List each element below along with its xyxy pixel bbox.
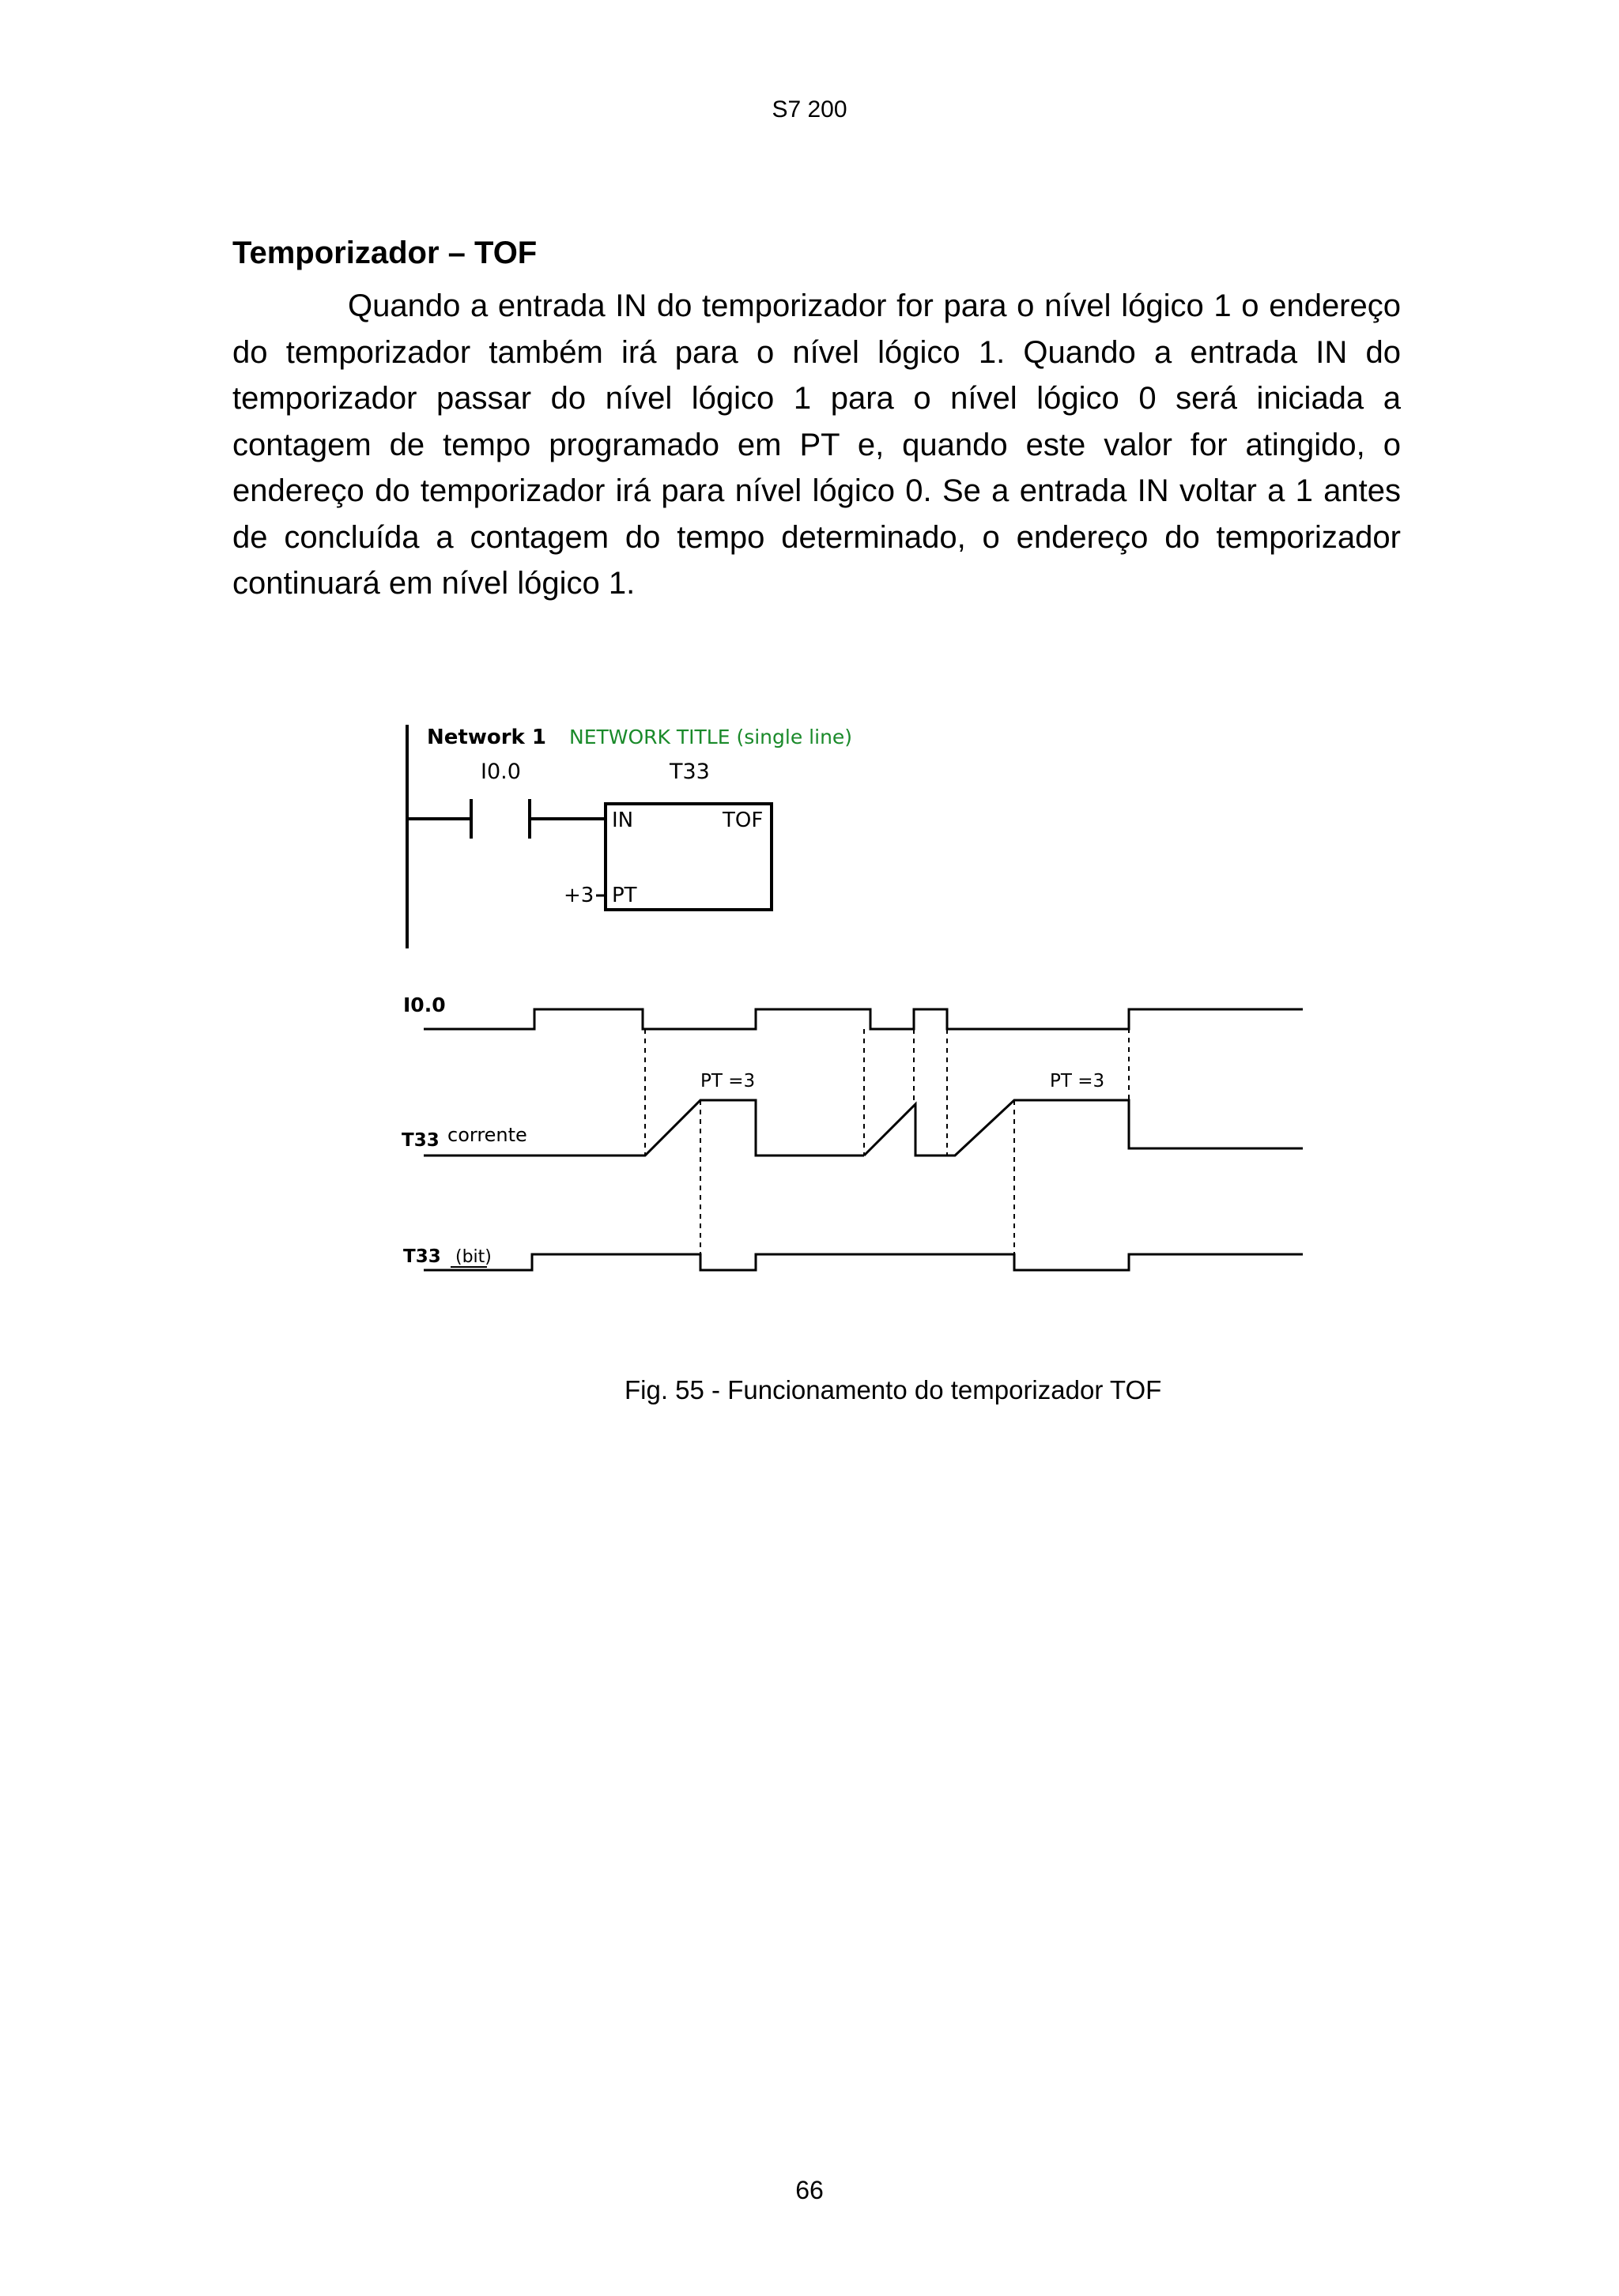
guide-lines bbox=[645, 1009, 1129, 1270]
bit-waveform bbox=[424, 1254, 1303, 1270]
pt-annotation-2: PT =3 bbox=[1050, 1071, 1105, 1091]
tof-figure bbox=[394, 715, 1327, 1379]
page-header: S7 200 bbox=[772, 96, 847, 123]
signal-bit-suffix: (bit) bbox=[455, 1247, 492, 1267]
input-waveform bbox=[424, 1009, 1303, 1029]
signal-bit-name: T33 bbox=[403, 1246, 441, 1267]
network-title: NETWORK TITLE (single line) bbox=[569, 726, 853, 748]
timer-pt-pin: PT bbox=[612, 884, 637, 907]
figure-caption: Fig. 55 - Funcionamento do temporizador TOF bbox=[625, 1375, 1162, 1404]
contact-label: I0.0 bbox=[481, 760, 521, 784]
network-label: Network 1 bbox=[427, 726, 546, 749]
timer-label: T33 bbox=[670, 760, 710, 784]
section-title: Temporizador – TOF bbox=[232, 236, 538, 270]
pt-value: +3 bbox=[564, 884, 594, 907]
pt-annotation-1: PT =3 bbox=[700, 1071, 756, 1091]
timer-type: TOF bbox=[723, 809, 764, 832]
timer-in-pin: IN bbox=[612, 809, 634, 832]
tof-diagram bbox=[394, 715, 1327, 1379]
current-waveform-seg3 bbox=[864, 1100, 1303, 1156]
signal-input-label: I0.0 bbox=[403, 993, 446, 1016]
section-paragraph: Quando a entrada IN do temporizador for para o nível lógico 1 o endereço do temporizador também irá para o nível lógico 1. Quando a entrada IN do temporizador passar do nível lógico 1 para o nível lógico 0 será iniciada a contagem de tempo programado em PT e, quando este valor for atingido, o endereço do temporizador irá para nível lógico 0. Se a entrada IN voltar a 1 antes de concluída a contagem do tempo determinado, o endereço do temporizador continuará em nível lógico 1. bbox=[232, 288, 1401, 601]
page-number: 66 bbox=[795, 2176, 824, 2204]
signal-current-name: T33 bbox=[402, 1130, 440, 1151]
signal-current-suffix: corrente bbox=[447, 1124, 527, 1146]
